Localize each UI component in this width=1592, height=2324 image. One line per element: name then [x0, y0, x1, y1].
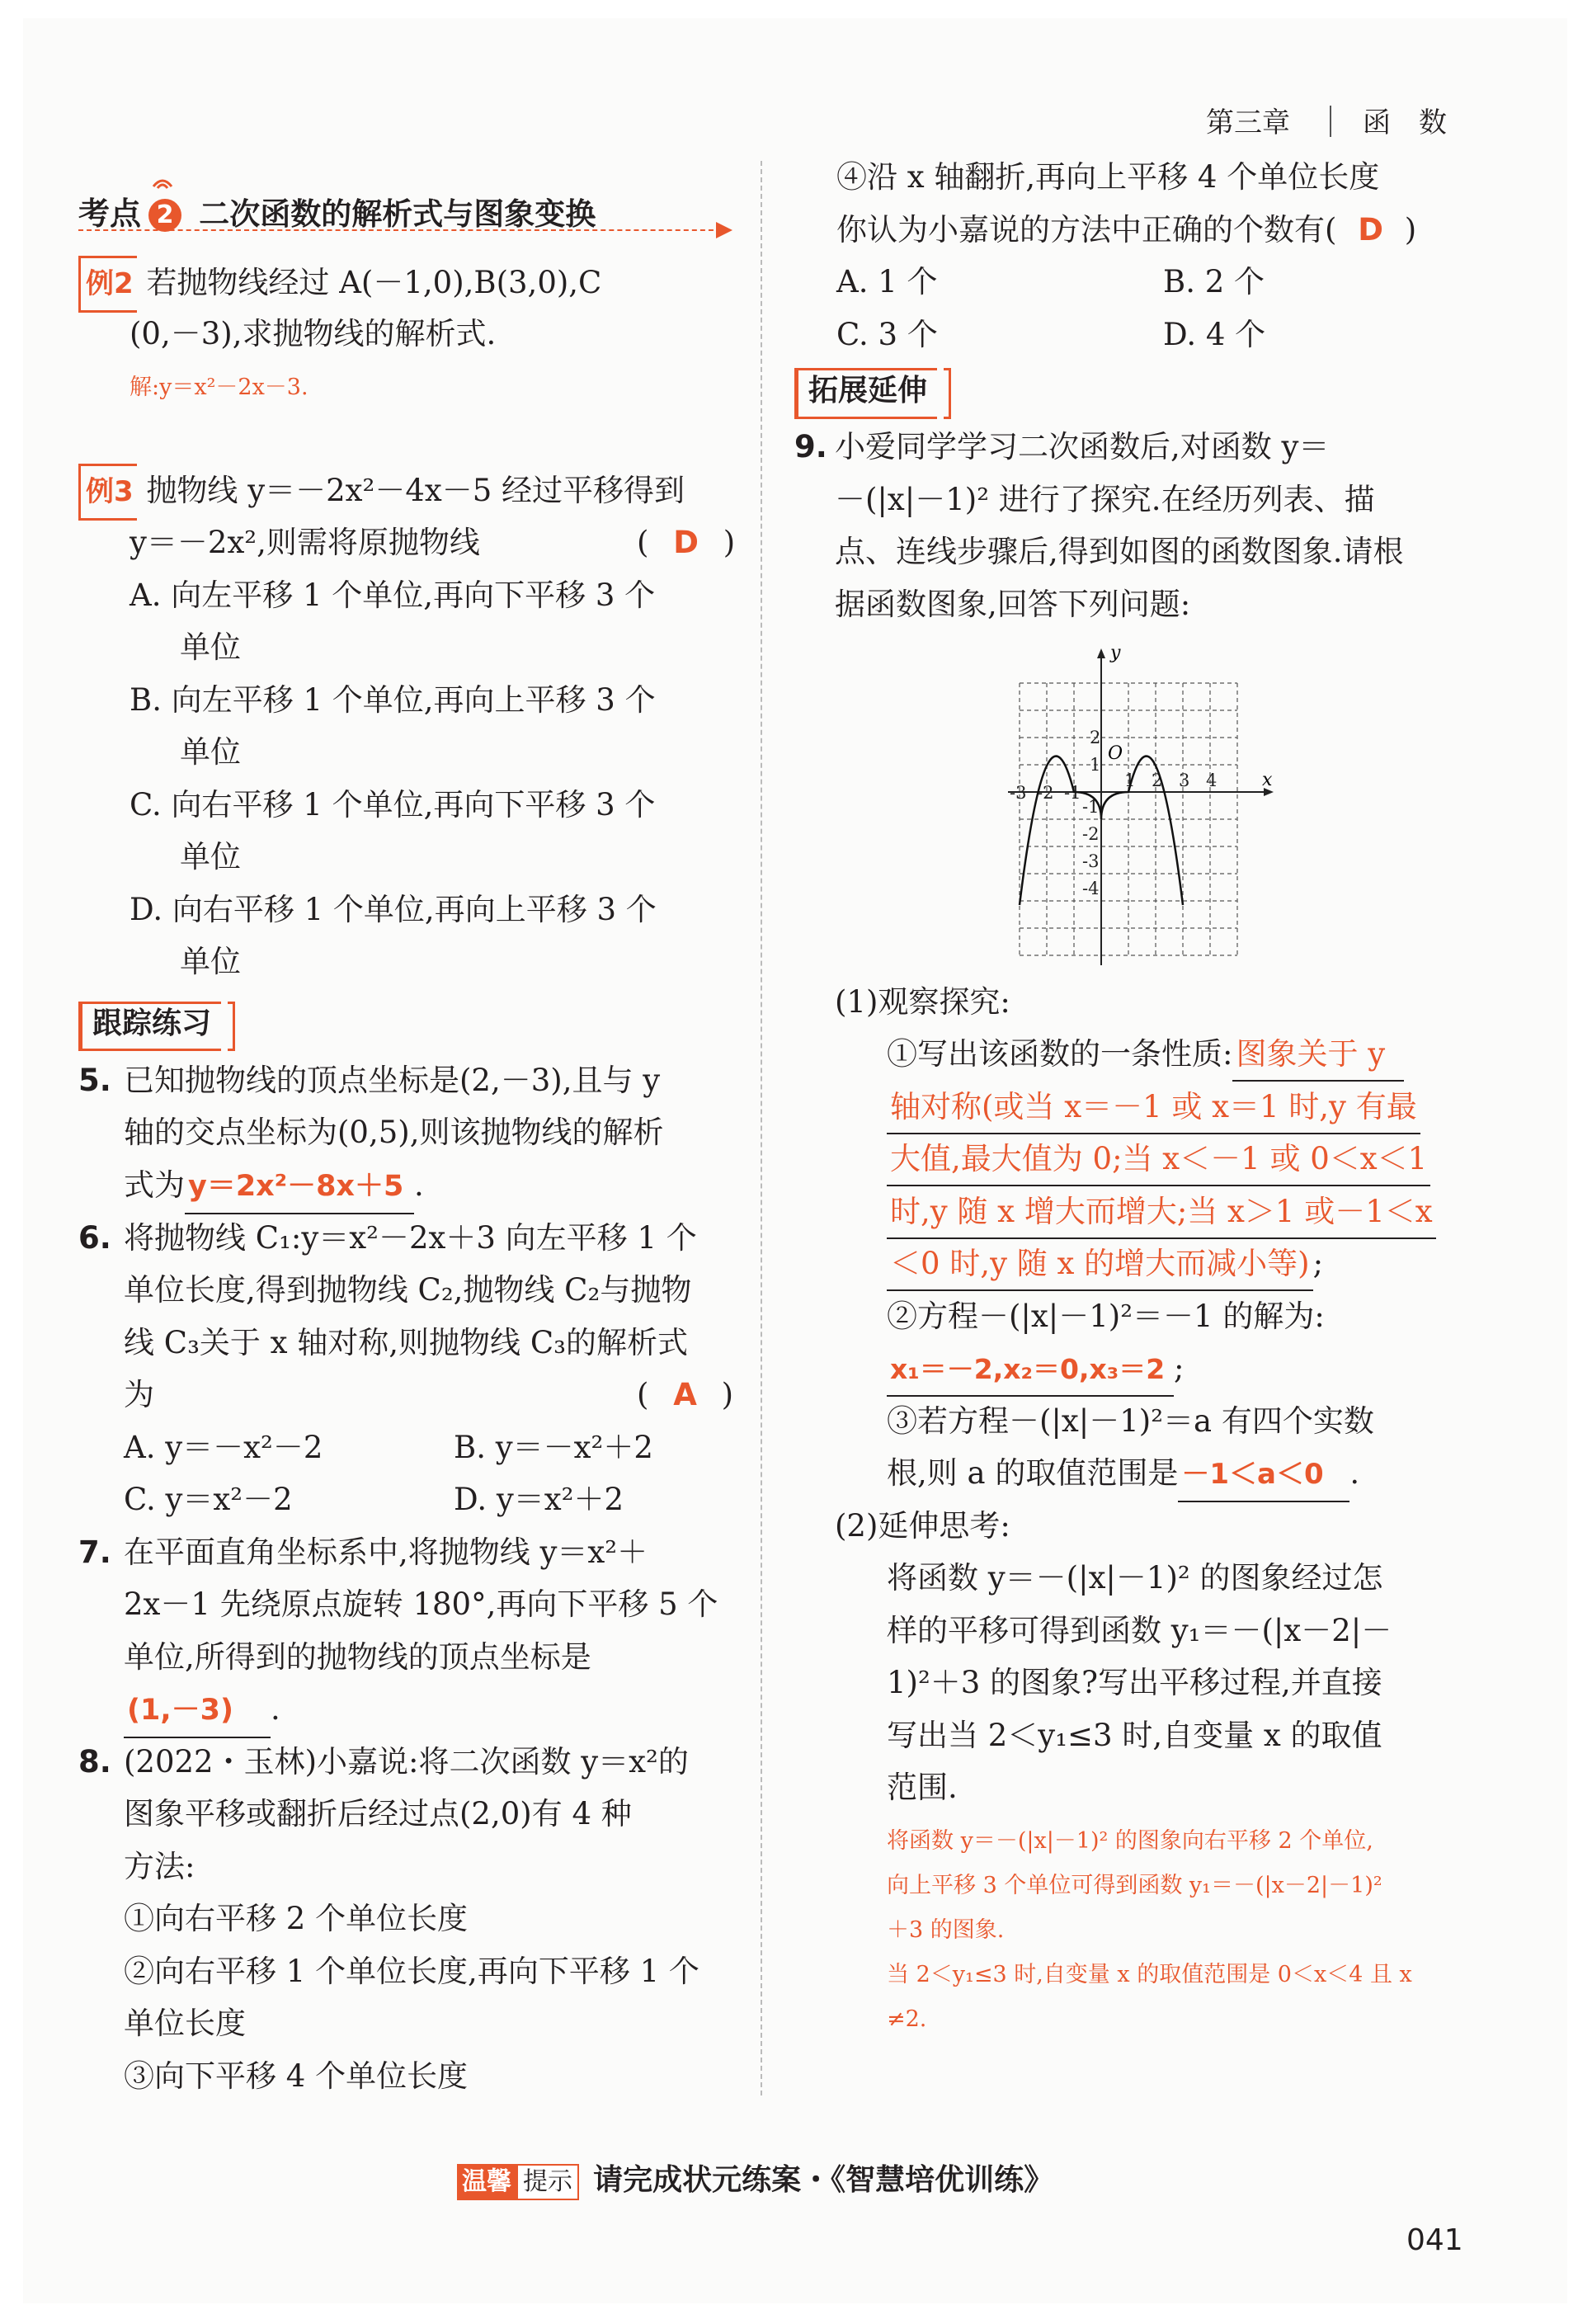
q7-answer-line — [124, 1683, 280, 1738]
end-mark: . — [1349, 1455, 1360, 1491]
q9-part1c-line2 — [887, 1447, 1359, 1502]
example-2-tag: 例2 — [78, 256, 137, 313]
example-3-line1: 抛物线 y＝－2x²－4x－5 经过平移得到 — [146, 473, 685, 508]
q8-number: 8. — [78, 1744, 111, 1780]
q7-number: 7. — [78, 1534, 111, 1570]
y-axis-arrow-icon — [1097, 648, 1105, 658]
example-3-line2: y＝－2x²,则需将原抛物线 — [130, 525, 480, 560]
end-mark: ; — [1312, 1246, 1324, 1281]
q9-part1a — [887, 1028, 1404, 1082]
q9-part1a-prompt: ①写出该函数的一条性质: — [887, 1036, 1233, 1072]
function-graph — [990, 643, 1287, 973]
example-2-line2: (0,－3),求抛物线的解析式. — [130, 316, 497, 351]
section-title: 二次函数的解析式与图象变换 — [199, 196, 596, 232]
footer-tag-warm: 温馨 — [457, 2164, 516, 2200]
y-tick-label: -3 — [1082, 851, 1100, 871]
q5-answer: y＝2x²－8x＋5 — [185, 1161, 414, 1214]
q6-option-d: D. y＝x²＋2 — [454, 1482, 624, 1517]
q6-line1: 将抛物线 C₁:y＝x²－2x＋3 向左平移 1 个 — [124, 1220, 697, 1256]
q7-end: . — [271, 1691, 280, 1727]
q9-solution-5: ≠2. — [887, 2006, 927, 2032]
q7-line1: 在平面直角坐标系中,将抛物线 y＝x²＋ — [124, 1534, 648, 1570]
q5-line3 — [124, 1159, 424, 1214]
example-3-option-d-cont: 单位 — [180, 944, 241, 979]
q9-part1a-answer-4 — [887, 1186, 1436, 1239]
q9-line4: 据函数图象,回答下列问题: — [835, 587, 1191, 622]
q8-ask — [836, 204, 1416, 256]
q8-line3: 方法: — [124, 1849, 195, 1884]
q8-answer: D — [1358, 212, 1383, 247]
section-dashed-rule — [78, 229, 722, 231]
q6-option-b: B. y＝－x²＋2 — [454, 1430, 653, 1465]
q6-option-c: C. y＝x²－2 — [124, 1482, 293, 1517]
y-tick-labels — [1082, 728, 1100, 898]
q9-part1a-answer-3 — [887, 1133, 1430, 1186]
answer-text: ＜0 时,y 随 x 的增大而减小等) — [887, 1237, 1313, 1291]
answer-text: 大值,最大值为 0;当 x＜－1 或 0＜x＜1 — [887, 1133, 1430, 1186]
q9-part1a-answer-1: 图象关于 y — [1232, 1028, 1404, 1082]
section-number-badge: 2 — [148, 199, 181, 232]
origin-label: O — [1108, 743, 1123, 764]
x-tick-label: -1 — [1064, 783, 1081, 803]
q9-part2: (2)延伸思考: — [835, 1508, 1010, 1544]
y-tick-label: 2 — [1090, 728, 1101, 747]
q9-part1a-answer-5 — [887, 1237, 1323, 1291]
q5-prefix: 式为 — [124, 1167, 185, 1203]
paren-left: ( — [637, 525, 649, 560]
example-2-answer: 解:y＝x²－2x－3. — [130, 375, 309, 400]
extend-tag-bracket — [944, 368, 951, 419]
q8-method-2: ②向右平移 1 个单位长度,再向下平移 1 个 — [124, 1954, 699, 1989]
x-tick-label: -2 — [1037, 783, 1054, 803]
q9-number: 9. — [794, 429, 827, 464]
q8-option-a: A. 1 个 — [836, 264, 938, 299]
q8-option-c: C. 3 个 — [836, 317, 938, 352]
q9-part2-line5: 范围. — [887, 1770, 958, 1805]
q9-line3: 点、连线步骤后,得到如图的函数图象.请根 — [835, 534, 1404, 569]
q9-part2-line4: 写出当 2＜y₁≤3 时,自变量 x 的取值 — [887, 1718, 1382, 1753]
example-2 — [78, 256, 601, 313]
x-axis-label: x — [1262, 770, 1273, 790]
q8-line2: 图象平移或翻折后经过点(2,0)有 4 种 — [124, 1796, 632, 1831]
q6-line4: 为 — [124, 1377, 154, 1412]
example-3-option-b-cont: 单位 — [180, 734, 241, 770]
q9-solution-3: ＋3 的图象. — [887, 1917, 1005, 1943]
q9-part1b: ②方程－(|x|－1)²＝－1 的解为: — [887, 1299, 1325, 1334]
paren-right: ) — [1404, 212, 1417, 247]
chapter-label: 第三章 — [1206, 106, 1290, 139]
q8-method-1: ①向右平移 2 个单位长度 — [124, 1901, 469, 1936]
q6-number: 6. — [78, 1220, 111, 1256]
q9-part1b-answer-line — [887, 1342, 1184, 1397]
page-number: 041 — [1406, 2223, 1463, 2257]
q9-solution-1: 将函数 y＝－(|x|－1)² 的图象向右平移 2 个单位, — [887, 1828, 1373, 1854]
q8-ask-text: 你认为小嘉说的方法中正确的个数有( — [836, 212, 1337, 247]
q9-part1: (1)观察探究: — [835, 984, 1010, 1020]
example-3-option-c: C. 向右平移 1 个单位,再向下平移 3 个 — [130, 787, 656, 823]
q9-part2-line2: 样的平移可得到函数 y₁＝－(|x－2|－ — [887, 1613, 1392, 1648]
q5-number: 5. — [78, 1063, 111, 1098]
signal-icon — [150, 172, 175, 190]
q5-line1: 已知抛物线的顶点坐标是(2,－3),且与 y — [124, 1063, 661, 1098]
footer-text: 请完成状元练案・《智慧培优训练》 — [593, 2162, 1054, 2197]
q5-end: . — [414, 1167, 424, 1203]
chapter-title: 函 数 — [1363, 106, 1447, 139]
q8-option-d: D. 4 个 — [1163, 317, 1266, 352]
q9-part1b-answer: x₁＝－2,x₂＝0,x₃＝2 — [887, 1343, 1174, 1397]
x-tick-label: 1 — [1124, 771, 1136, 790]
end-mark: ; — [1174, 1351, 1185, 1386]
column-divider — [761, 161, 762, 2095]
practice-tag — [78, 1002, 221, 1051]
q6-option-a: A. y＝－x²－2 — [124, 1430, 323, 1465]
q8-method-2-cont: 单位长度 — [124, 2006, 246, 2041]
q9-part1a-answer-2 — [887, 1081, 1420, 1134]
x-tick-label: 2 — [1152, 771, 1163, 790]
extend-tag — [794, 368, 937, 419]
q9-part1c: ③若方程－(|x|－1)²＝a 有四个实数 — [887, 1403, 1374, 1439]
header-divider — [1330, 106, 1331, 137]
y-tick-label: -2 — [1082, 824, 1100, 844]
practice-tag-bracket — [228, 1002, 235, 1051]
example-3 — [78, 464, 685, 521]
x-tick-label: -3 — [1010, 783, 1027, 803]
q8-line1: (2022・玉林)小嘉说:将二次函数 y＝x²的 — [124, 1744, 689, 1780]
footer-tip — [457, 2161, 1053, 2204]
example-3-answer-paren — [637, 516, 735, 568]
q9-line1: 小爱同学学习二次函数后,对函数 y＝ — [835, 429, 1330, 464]
example-3-tag: 例3 — [78, 464, 137, 521]
q9-part1c-answer: －1＜a＜0 — [1178, 1449, 1349, 1502]
arrow-right-icon — [716, 222, 732, 238]
q7-line2: 2x－1 先绕原点旋转 180°,再向下平移 5 个 — [124, 1586, 718, 1622]
paren-left: ( — [637, 1377, 649, 1412]
y-tick-label: 1 — [1090, 755, 1101, 775]
y-tick-label: -1 — [1082, 797, 1100, 817]
q6-line2: 单位长度,得到抛物线 C₂,抛物线 C₂与抛物 — [124, 1272, 692, 1308]
example-2-line1: 若抛物线经过 A(－1,0),B(3,0),C — [146, 265, 602, 300]
q9-line2: －(|x|－1)² 进行了探究.在经历列表、描 — [835, 482, 1375, 517]
q5-line2: 轴的交点坐标为(0,5),则该抛物线的解析 — [124, 1115, 664, 1150]
example-3-option-d: D. 向右平移 1 个单位,再向上平移 3 个 — [130, 892, 657, 927]
section-label: 考点 — [78, 196, 142, 232]
x-tick-label: 3 — [1179, 771, 1190, 790]
q9-solution-2: 向上平移 3 个单位可得到函数 y₁＝－(|x－2|－1)² — [887, 1873, 1382, 1898]
y-axis-label: y — [1110, 643, 1121, 663]
q6-answer: A — [673, 1377, 697, 1412]
answer-text: 轴对称(或当 x＝－1 或 x＝1 时,y 有最 — [887, 1081, 1420, 1134]
graph-grid — [1020, 683, 1237, 955]
section-heading — [78, 188, 596, 233]
example-3-option-a-cont: 单位 — [180, 629, 241, 665]
y-tick-label: -4 — [1082, 879, 1100, 898]
q9-part2-line3: 1)²＋3 的图象?写出平移过程,并直接 — [887, 1665, 1382, 1700]
answer-text: 时,y 随 x 增大而增大;当 x＞1 或－1＜x — [887, 1186, 1436, 1239]
example-3-option-c-cont: 单位 — [180, 839, 241, 874]
q7-line3: 单位,所得到的抛物线的顶点坐标是 — [124, 1639, 591, 1675]
q9-part1c-prompt: 根,则 a 的取值范围是 — [887, 1455, 1179, 1491]
practice-tag-label: 跟踪练习 — [92, 1006, 212, 1040]
footer-tag-tip: 提示 — [516, 2164, 579, 2200]
q7-answer: (1,－3) — [124, 1685, 271, 1738]
q8-option-b: B. 2 个 — [1163, 264, 1265, 299]
example-3-option-b: B. 向左平移 1 个单位,再向上平移 3 个 — [130, 682, 656, 718]
q8-method-3: ③向下平移 4 个单位长度 — [124, 2058, 469, 2094]
extend-tag-label: 拓展延伸 — [808, 374, 928, 408]
q9-part2-line1: 将函数 y＝－(|x|－1)² 的图象经过怎 — [887, 1560, 1383, 1596]
q9-solution-4: 当 2＜y₁≤3 时,自变量 x 的取值范围是 0＜x＜4 且 x — [887, 1962, 1412, 1987]
example-3-option-a: A. 向左平移 1 个单位,再向下平移 3 个 — [130, 577, 656, 613]
paren-right: ) — [721, 1377, 734, 1412]
x-tick-labels — [1010, 771, 1217, 803]
example-3-answer: D — [673, 525, 699, 560]
paren-right: ) — [723, 525, 736, 560]
q6-line3: 线 C₃关于 x 轴对称,则抛物线 C₃的解析式 — [124, 1325, 688, 1360]
q8-method-4: ④沿 x 轴翻折,再向上平移 4 个单位长度 — [836, 159, 1380, 195]
x-tick-label: 4 — [1206, 771, 1218, 790]
q6-answer-paren — [637, 1369, 733, 1421]
